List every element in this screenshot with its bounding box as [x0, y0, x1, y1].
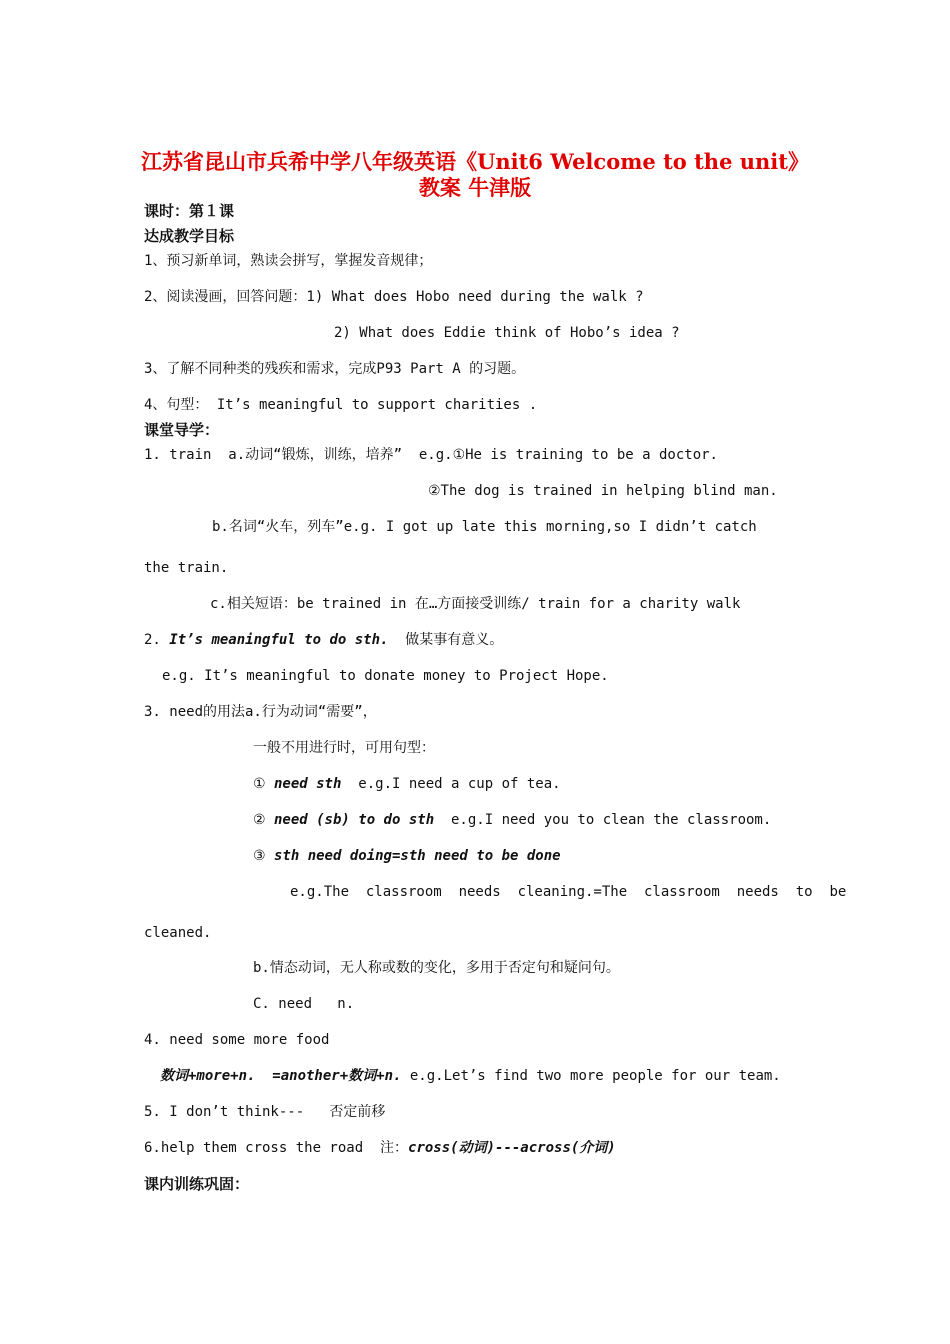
objective-item-3: 3、了解不同种类的残疾和需求，完成P93 Part A 的习题。 [144, 361, 526, 377]
guide-point-1-noun-cont: the train. [144, 560, 229, 576]
pattern-3-example-cont: cleaned. [144, 925, 212, 941]
example: e.g.I need you to clean the classroom. [434, 812, 772, 828]
phrase-meaning: 做某事有意义。 [388, 632, 504, 648]
guide-point-2-example: e.g. It’s meaningful to donate money to Project Hope. [162, 668, 609, 684]
point-text: 6.help them cross the road 注： [144, 1140, 409, 1156]
key-phrase: need sth [273, 776, 342, 792]
guide-point-1-phrases: c.相关短语：be trained in 在…方面接受训练/ train for a charity walk [210, 596, 741, 612]
document-title-line2: 教案 牛津版 [418, 175, 532, 200]
example: e.g.Let’s find two more people for our team. [401, 1068, 781, 1084]
point-number: 2. [144, 632, 170, 648]
marker: ③ [253, 848, 274, 864]
objective-item-2: 2、阅读漫画，回答问题：1) What does Hobo need during the walk ? [144, 289, 644, 305]
objective-item-4: 4、句型： It’s meaningful to support charities . [144, 397, 538, 413]
guide-point-1-example-2: ②The dog is trained in helping blind man. [428, 483, 778, 499]
pattern-3 [253, 847, 561, 865]
guide-point-4: 4. need some more food [144, 1032, 330, 1048]
objective-item-2-question-2: 2) What does Eddie think of Hobo’s idea ? [334, 325, 680, 341]
key-phrase: It’s meaningful to do sth. [169, 632, 389, 648]
practice-heading: 课内训练巩固： [144, 1175, 250, 1193]
marker: ① [253, 776, 274, 792]
guide-point-5: 5. I don’t think--- 否定前移 [144, 1104, 386, 1120]
key-phrase: 数词+more+n. =another+数词+n. [160, 1068, 402, 1084]
key-phrase: need (sb) to do sth [273, 812, 435, 828]
guide-point-4-rule [160, 1067, 781, 1085]
key-phrase: sth need doing=sth need to be done [273, 848, 561, 864]
pattern-2 [253, 811, 771, 829]
marker: ② [253, 812, 274, 828]
document-title-line1: 江苏省昆山市兵希中学八年级英语《Unit6 Welcome to the unit》 [141, 149, 809, 174]
pattern-3-example: e.g.The classroom needs cleaning.=The classroom needs to be [290, 884, 847, 900]
guide-point-3: 3. need的用法a.行为动词“需要”， [144, 704, 377, 720]
example: e.g.I need a cup of tea. [341, 776, 561, 792]
objective-item-1: 1、预习新单词，熟读会拼写，掌握发音规律； [144, 253, 433, 269]
objectives-heading: 达成教学目标 [144, 227, 235, 245]
guide-point-3-modal: b.情态动词，无人称或数的变化，多用于否定句和疑问句。 [253, 960, 620, 976]
note-phrase: cross(动词)---across(介词) [408, 1140, 616, 1156]
pattern-1 [253, 775, 561, 793]
guide-point-3-note: 一般不用进行时，可用句型： [253, 740, 435, 756]
guide-point-1: 1. train a.动词“锻炼，训练，培养” e.g.①He is training to be a doctor. [144, 447, 718, 463]
guide-point-6 [144, 1139, 616, 1157]
guide-point-2 [144, 631, 503, 649]
guide-point-1-noun: b.名词“火车，列车”e.g. I got up late this morning,so I didn’t catch [212, 519, 757, 535]
lesson-label: 课时：第１课 [144, 202, 235, 220]
guide-heading: 课堂导学： [144, 421, 220, 439]
guide-point-3-noun: C. need n. [253, 996, 355, 1012]
